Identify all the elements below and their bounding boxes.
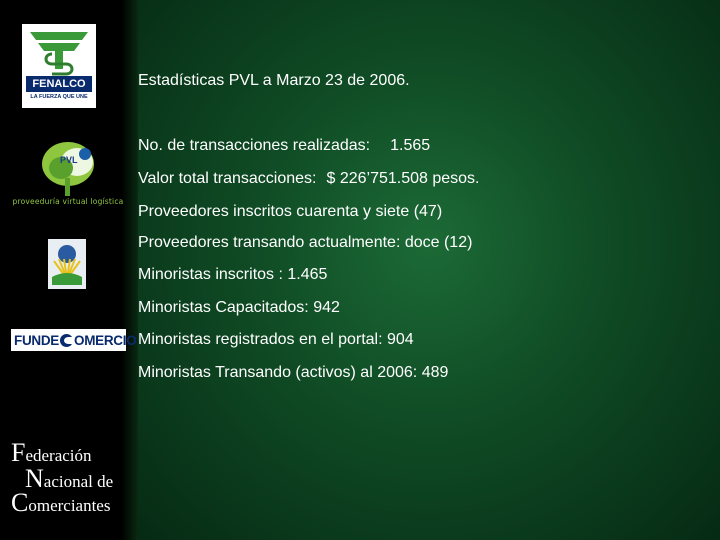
globe-sun-icon [48, 239, 86, 289]
fenalco-name: FENALCO [32, 78, 86, 90]
stat-value: $ 226’751.508 pesos. [326, 170, 480, 187]
fundecomercio-logo [11, 329, 137, 351]
stat-retailers-registered: Minoristas inscritos : 1.465 [138, 266, 328, 283]
pvl-logo [5, 138, 131, 210]
pvl-mark: PVL [60, 155, 78, 165]
org-name-line1: Federación [11, 438, 92, 467]
pvl-emblem-icon [5, 138, 131, 198]
slide-title: Estadísticas PVL a Marzo 23 de 2006. [138, 72, 410, 89]
stat-value: 1.565 [390, 137, 431, 154]
stat-label: Valor total transacciones: [138, 170, 317, 187]
fenalco-tagline: LA FUERZA QUE UNE [30, 94, 88, 100]
stat-suppliers-registered: Proveedores inscritos cuarenta y siete (47) [138, 203, 443, 220]
fenalco-logo [22, 24, 96, 108]
stat-label: No. de transacciones realizadas: [138, 137, 371, 154]
c-swoosh-icon [60, 334, 73, 347]
fundecomercio-part1: FUNDE [14, 332, 59, 348]
sidebar [0, 0, 138, 540]
stat-transactions [138, 137, 430, 155]
stat-retailers-portal: Minoristas registrados en el portal: 904 [138, 331, 414, 348]
pvl-caption: proveeduría virtual logística [12, 197, 124, 206]
org-name-line2: Nacional de [25, 464, 114, 493]
stat-retailers-trained: Minoristas Capacitados: 942 [138, 299, 340, 316]
stat-retailers-active: Minoristas Transando (activos) al 2006: 489 [138, 364, 449, 381]
stat-suppliers-active: Proveedores transando actualmente: doce (12) [138, 234, 473, 251]
fundecomercio-part2: OMERCIO [74, 332, 137, 348]
partner-logo [48, 239, 86, 289]
org-name-line3: Comerciantes [11, 488, 111, 517]
stat-total-value [138, 170, 479, 188]
